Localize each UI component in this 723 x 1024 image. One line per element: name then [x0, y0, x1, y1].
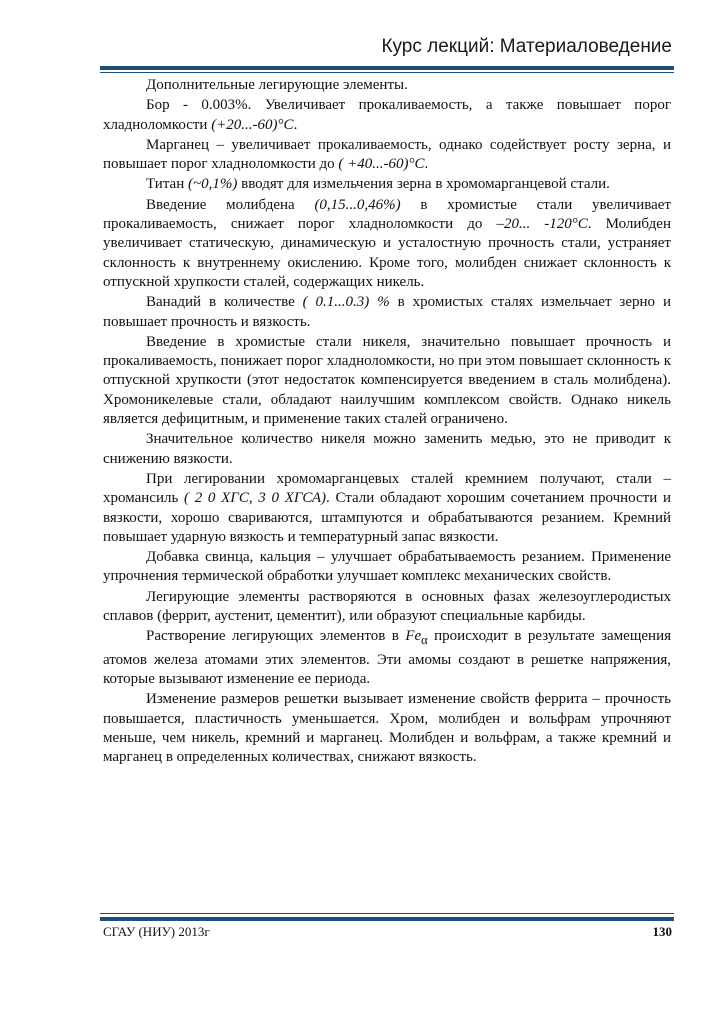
paragraph-13: Изменение размеров решетки вызывает изменение свойств феррита – прочность повышается, пластичность уменьшается. Хром, молибден и вольфрам упрочняют меньше, чем никель, кремний и марганец. Молибден и вольфрам, а также кремний и марганец в определенных количествах, снижают вязкость. — [103, 691, 671, 766]
paragraph-4: Титан (~0,1%) вводят для измельчения зерна в хромомарганцевой стали. — [146, 176, 610, 193]
footer-rule — [100, 917, 674, 921]
paragraph-10: Добавка свинца, кальция – улучшает обрабатываемость резанием. Применение упрочнения термической обработки улучшает комплекс механических свойств. — [103, 549, 671, 585]
document-body — [103, 76, 671, 768]
paragraph-5: Введение молибдена (0,15...0,46%) в хромистые стали увеличивает прокаливаемость, снижает порог хладноломкости до –20... -120°C. Молибден увеличивает статическую, динамическую и усталостную прочность стали, устраняет склонность к внутреннему окислению. Кроме того, молибден снижает склонность к отпускной хрупкости сталей, содержащих никель. — [103, 196, 671, 290]
paragraph-6: Ванадий в количестве ( 0.1...0.3) % в хромистых сталях измельчает зерно и повышает прочность и вязкость. — [103, 294, 671, 330]
paragraph-9: При легировании хромомарганцевых сталей кремнием получают, стали – хромансиль ( 2 0 ХГС, 3 0 ХГСА). Стали обладают хорошим сочетанием прочности и вязкости, хорошо свариваются, штампуются и обрабатываются резанием. Кремний повышает ударную вязкость и температурный запас вязкости. — [103, 470, 671, 545]
footer-source: СГАУ (НИУ) 2013г — [103, 924, 210, 939]
paragraph-3: Марганец – увеличивает прокаливаемость, однако содействует росту зерна, и повышает порог хладноломкости до ( +40...-60)°C. — [103, 136, 671, 173]
fe-alpha-symbol: Fe — [405, 628, 422, 645]
paragraph-2: Бор - 0.003%. Увеличивает прокаливаемость, а также повышает порог хладноломкости (+20...-60)°C. — [103, 97, 671, 133]
paragraph-1: Дополнительные легирующие элементы. — [146, 77, 408, 93]
page-title: Курс лекций: Материаловедение — [381, 36, 672, 57]
paragraph-11: Легирующие элементы растворяются в основных фазах железоуглеродистых сплавов (феррит, аустенит, цементит), или образуют специальные карбиды. — [103, 588, 671, 625]
page-number: 130 — [652, 924, 672, 939]
paragraph-8: Значительное количество никеля можно заменить медью, это не приводит к снижению вязкости. — [103, 431, 671, 467]
paragraph-12: Растворение легирующих элементов в $Fe_\alpha$ происходит в результате замещения атомов железа атомами этих элементов. Эти амомы создают в решетке напряжения, которые вызывают изменение ее периода. — [103, 628, 671, 687]
header-rule — [100, 66, 674, 70]
footer-rule-thin — [100, 913, 674, 914]
header-rule-thin — [100, 72, 674, 73]
paragraph-7: Введение в хромистые стали никеля, значительно повышает прочность и прокаливаемость, понижает порог хладноломкости, но при этом повышает склонность к отпускной хрупкости (этот недостаток компенсируется введением в сталь молибдена). Хромоникелевые стали, обладают наилучшим комплексом свойств. Однако никель является дефицитным, и применение таких сталей ограничено. — [103, 333, 671, 428]
